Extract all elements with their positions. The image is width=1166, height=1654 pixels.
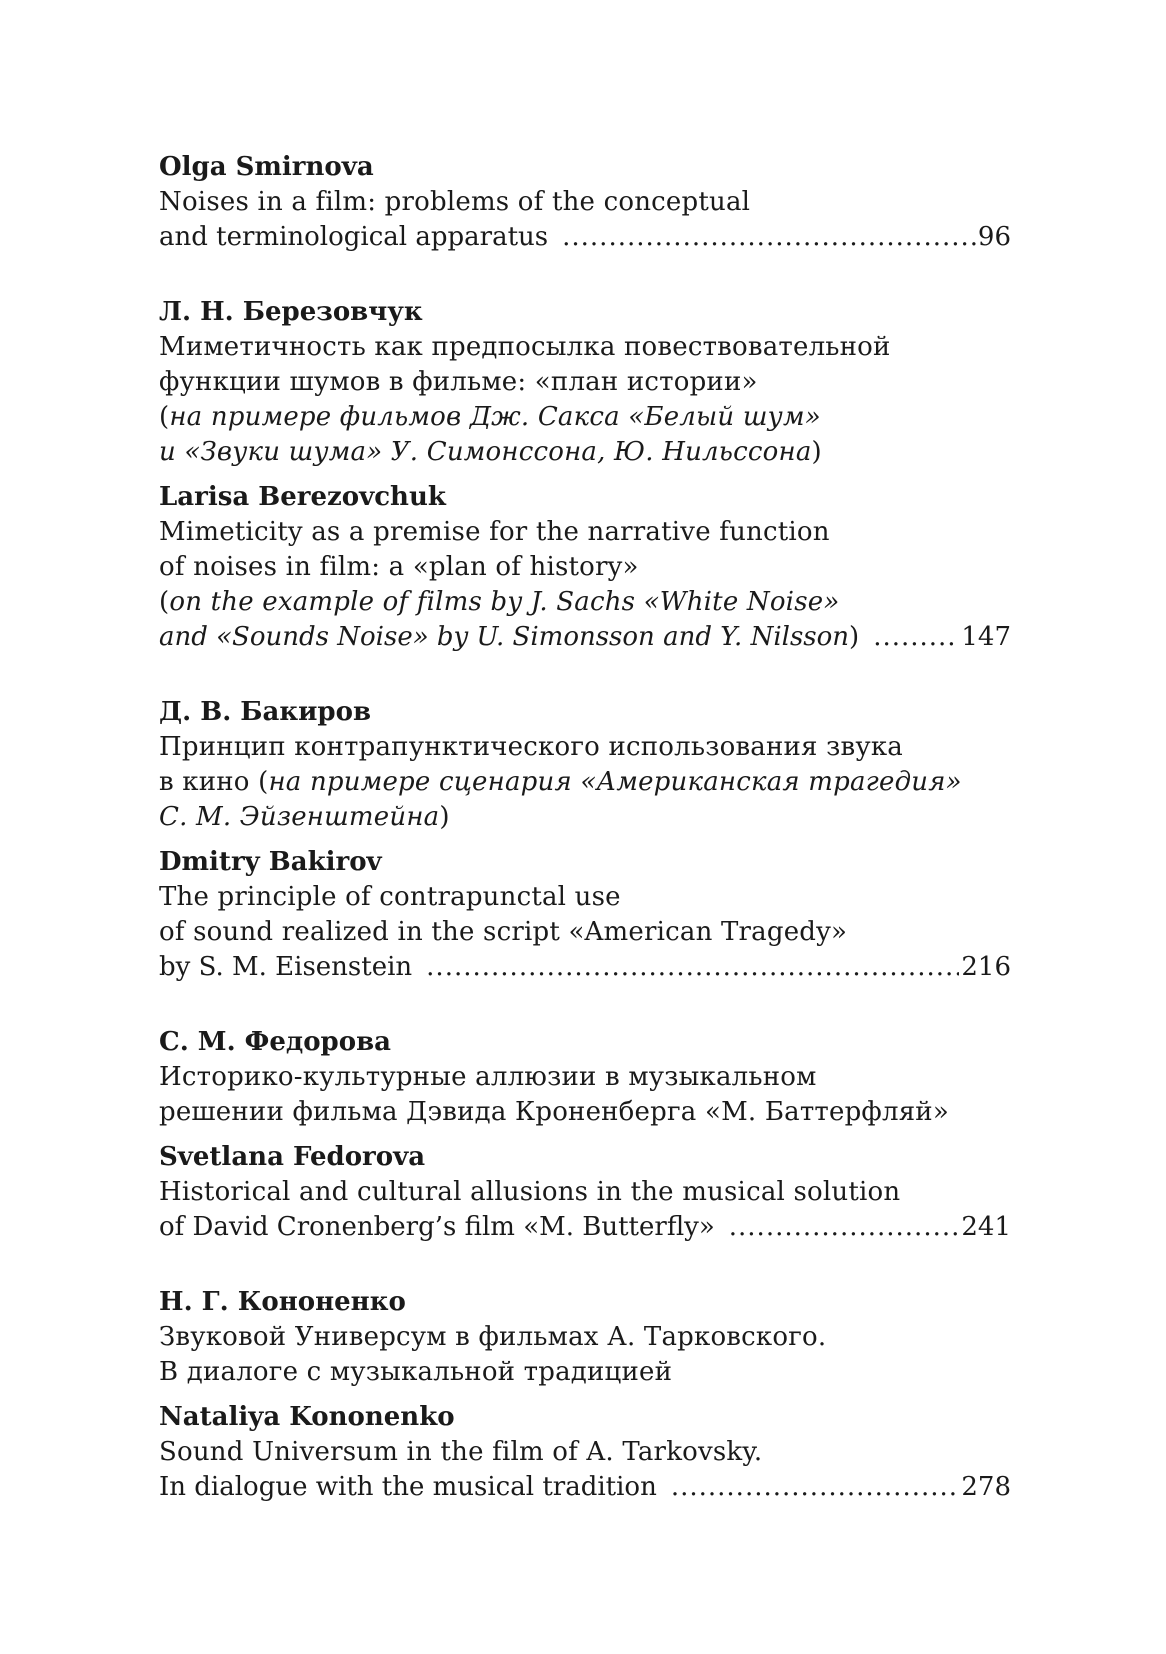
page-number: 96 (977, 222, 1011, 252)
title-line: Принцип контрапунктического использования звука (159, 732, 903, 762)
dot-leader (562, 220, 976, 255)
paren-close: ) (849, 622, 860, 652)
title-italic: and «Sounds Noise» by U. Simonsson and Y. Nilsson (159, 622, 850, 652)
toc-block-ru (159, 295, 1011, 470)
title-line-text: and terminological apparatus (159, 222, 549, 252)
title-line (159, 400, 1011, 435)
paren-close: ) (811, 437, 822, 467)
title-line (159, 765, 1011, 800)
toc-block-ru (159, 1025, 1011, 1130)
author-name: Л. Н. Березовчук (159, 297, 423, 327)
title-line: Mimeticity as a premise for the narrative function (159, 517, 830, 547)
title-line (159, 585, 1011, 620)
paren-open: ( (159, 587, 170, 617)
page-number: 278 (961, 1472, 1011, 1502)
author-name: Larisa Berezovchuk (159, 482, 446, 512)
toc-block-en (159, 1140, 1011, 1245)
title-line: of sound realized in the script «American Tragedy» (159, 917, 848, 947)
toc-block-en (159, 845, 1011, 985)
author-name: Nataliya Kononenko (159, 1402, 455, 1432)
title-line: функции шумов в фильме: «план истории» (159, 367, 758, 397)
title-line: Historical and cultural allusions in the musical solution (159, 1177, 901, 1207)
title-italic: на примере фильмов Дж. Сакса «Белый шум» (169, 402, 821, 432)
title-last-line (159, 1470, 1011, 1505)
toc-entry-bakirov (159, 695, 1011, 985)
title-line: Звуковой Универсум в фильмах А. Тарковского. (159, 1322, 827, 1352)
page-number: 216 (961, 952, 1011, 982)
toc-entry-fedorova (159, 1025, 1011, 1245)
toc-entry-smirnova (159, 150, 1011, 255)
title-italic: и «Звуки шума» У. Симонссона, Ю. Нильссона (159, 437, 812, 467)
title-text: в кино ( (159, 767, 269, 797)
toc-block-en (159, 150, 1011, 255)
title-last-line (159, 950, 1011, 985)
title-line-text: In dialogue with the musical tradition (159, 1472, 657, 1502)
title-line-text: by S. M. Eisenstein (159, 952, 413, 982)
title-line: Историко-культурные аллюзии в музыкальном (159, 1062, 817, 1092)
author-name: С. М. Федорова (159, 1027, 391, 1057)
title-italic: С. М. Эйзенштейна (159, 802, 440, 832)
toc-entry-kononenko (159, 1285, 1011, 1505)
author-name: Svetlana Fedorova (159, 1142, 426, 1172)
toc-block-ru (159, 1285, 1011, 1390)
toc-block-en (159, 480, 1011, 655)
author-name: Д. В. Бакиров (159, 697, 372, 727)
title-line: Миметичность как предпосылка повествовательной (159, 332, 891, 362)
author-name: Н. Г. Кононенко (159, 1287, 406, 1317)
paren-close: ) (439, 802, 450, 832)
title-line (159, 435, 1011, 470)
title-line-text (159, 620, 859, 655)
page-number: 147 (961, 622, 1011, 652)
title-line-text: of David Cronenberg’s film «M. Butterfly» (159, 1212, 715, 1242)
title-line: of noises in film: a «plan of history» (159, 552, 639, 582)
dot-leader (729, 1210, 960, 1245)
toc-block-en (159, 1400, 1011, 1505)
paren-open: ( (159, 402, 170, 432)
dot-leader (873, 620, 959, 655)
title-last-line (159, 220, 1011, 255)
title-line: The principle of contrapunctal use (159, 882, 621, 912)
title-line: Sound Universum in the film of A. Tarkovsky. (159, 1437, 763, 1467)
title-line: решении фильма Дэвида Кроненберга «М. Баттерфляй» (159, 1097, 949, 1127)
dot-leader (426, 950, 959, 985)
title-italic: on the example of films by J. Sachs «White Noise» (169, 587, 840, 617)
toc-entry-berezovchuk (159, 295, 1011, 655)
title-last-line (159, 1210, 1011, 1245)
title-line: В диалоге с музыкальной традицией (159, 1357, 673, 1387)
title-line (159, 800, 1011, 835)
author-name: Dmitry Bakirov (159, 847, 382, 877)
title-line: Noises in a film: problems of the conceptual (159, 187, 751, 217)
table-of-contents (159, 150, 1011, 1545)
dot-leader (671, 1470, 960, 1505)
page-number: 241 (961, 1212, 1011, 1242)
title-last-line (159, 620, 1011, 655)
title-italic: на примере сценария «Американская трагедия» (268, 767, 962, 797)
author-name: Olga Smirnova (159, 152, 374, 182)
toc-block-ru (159, 695, 1011, 835)
